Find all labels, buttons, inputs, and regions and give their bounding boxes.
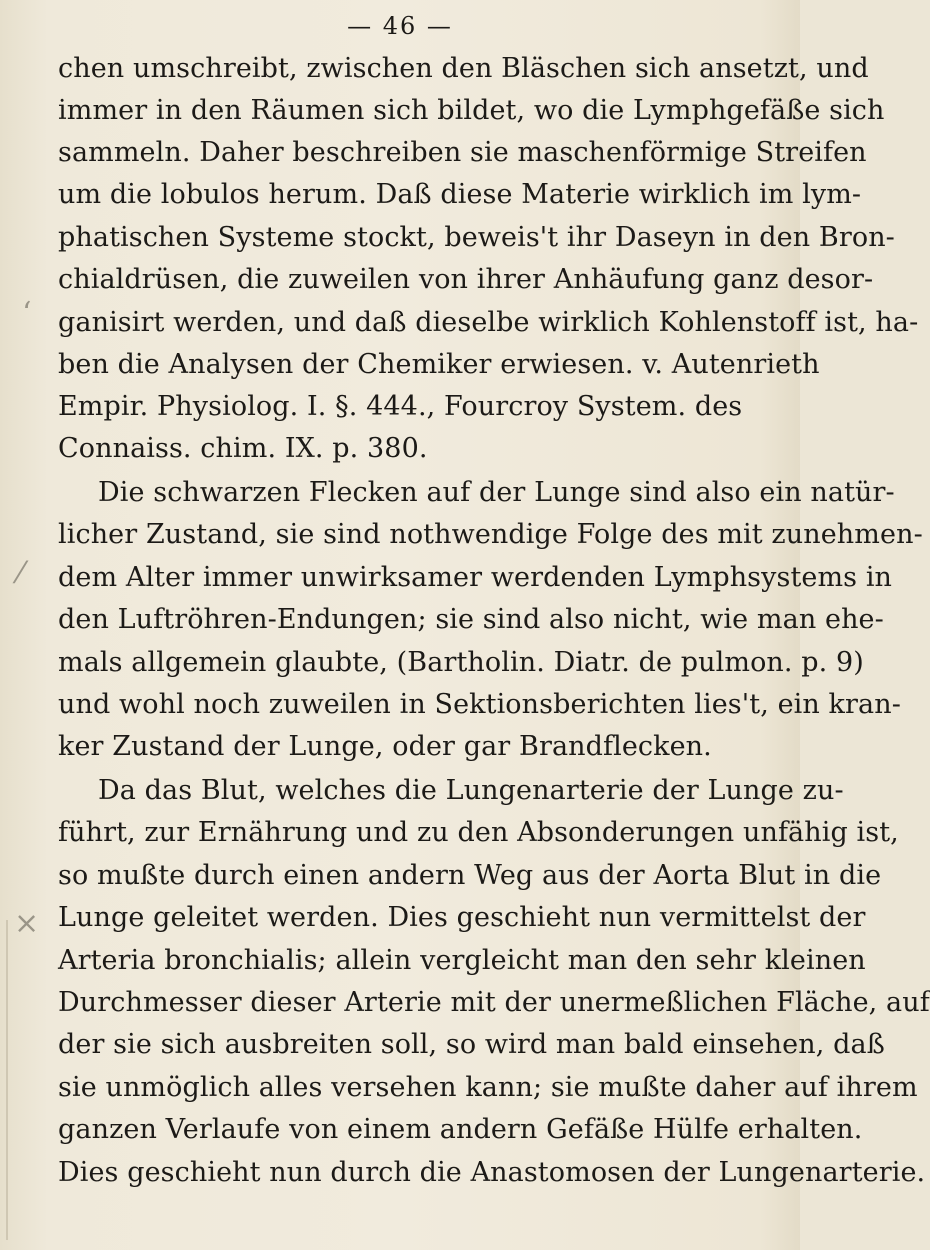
text-line: immer in den Räumen sich bildet, wo die Lymphgefäße sich bbox=[58, 95, 885, 126]
text-line: ganisirt werden, und daß dieselbe wirklich Kohlenstoff ist, ha- bbox=[58, 307, 919, 338]
text-line: sie unmöglich alles versehen kann; sie mußte daher auf ihrem bbox=[58, 1072, 918, 1103]
margin-tick-mark: ‘ bbox=[22, 296, 32, 331]
page-number: — 46 — bbox=[347, 12, 453, 40]
text-line: und wohl noch zuweilen in Sektionsberichten lies't, ein kran- bbox=[58, 689, 901, 720]
text-line: den Luftröhren-Endungen; sie sind also nicht, wie man ehe- bbox=[58, 604, 884, 635]
text-line: Arteria bronchialis; allein vergleicht man den sehr kleinen bbox=[58, 945, 866, 976]
text-line: ker Zustand der Lunge, oder gar Brandflecken. bbox=[58, 731, 712, 762]
text-line: sammeln. Daher beschreiben sie maschenförmige Streifen bbox=[58, 137, 867, 168]
text-line: licher Zustand, sie sind nothwendige Folge des mit zunehmen- bbox=[58, 519, 923, 550]
text-line: Connaiss. chim. IX. p. 380. bbox=[58, 433, 428, 464]
text-line: ben die Analysen der Chemiker erwiesen. v. Autenrieth bbox=[58, 349, 820, 380]
text-line: chialdrüsen, die zuweilen von ihrer Anhäufung ganz desor- bbox=[58, 264, 874, 295]
margin-pencil-mark: ⁄ bbox=[18, 556, 24, 591]
page-edge-shadow bbox=[6, 920, 8, 1240]
text-line: so mußte durch einen andern Weg aus der Aorta Blut in die bbox=[58, 860, 882, 891]
text-line: Durchmesser dieser Arterie mit der unermeßlichen Fläche, auf bbox=[58, 987, 930, 1018]
text-line: dem Alter immer unwirksamer werdenden Lymphsystems in bbox=[58, 562, 893, 593]
text-line: der sie sich ausbreiten soll, so wird man bald einsehen, daß bbox=[58, 1029, 885, 1060]
text-line: führt, zur Ernährung und zu den Absonderungen unfähig ist, bbox=[58, 817, 899, 848]
text-line: phatischen Systeme stockt, beweis't ihr Daseyn in den Bron- bbox=[58, 222, 895, 253]
text-line: ganzen Verlaufe von einem andern Gefäße Hülfe erhalten. bbox=[58, 1114, 863, 1145]
text-line: Lunge geleitet werden. Dies geschieht nun vermittelst der bbox=[58, 902, 866, 933]
text-line: Dies geschieht nun durch die Anastomosen der Lungenarterie. bbox=[58, 1157, 926, 1188]
text-line: Empir. Physiolog. I. §. 444., Fourcroy System. des bbox=[58, 391, 743, 422]
margin-pencil-mark: × bbox=[14, 906, 40, 941]
paragraph-start: Die schwarzen Flecken auf der Lunge sind also ein natür- bbox=[98, 477, 895, 508]
text-line: mals allgemein glaubte, (Bartholin. Diatr. de pulmon. p. 9) bbox=[58, 647, 864, 678]
text-line: chen umschreibt, zwischen den Bläschen sich ansetzt, und bbox=[58, 53, 869, 84]
paragraph-start: Da das Blut, welches die Lungenarterie der Lunge zu- bbox=[98, 775, 844, 806]
text-line: um die lobulos herum. Daß diese Materie wirklich im lym- bbox=[58, 179, 862, 210]
